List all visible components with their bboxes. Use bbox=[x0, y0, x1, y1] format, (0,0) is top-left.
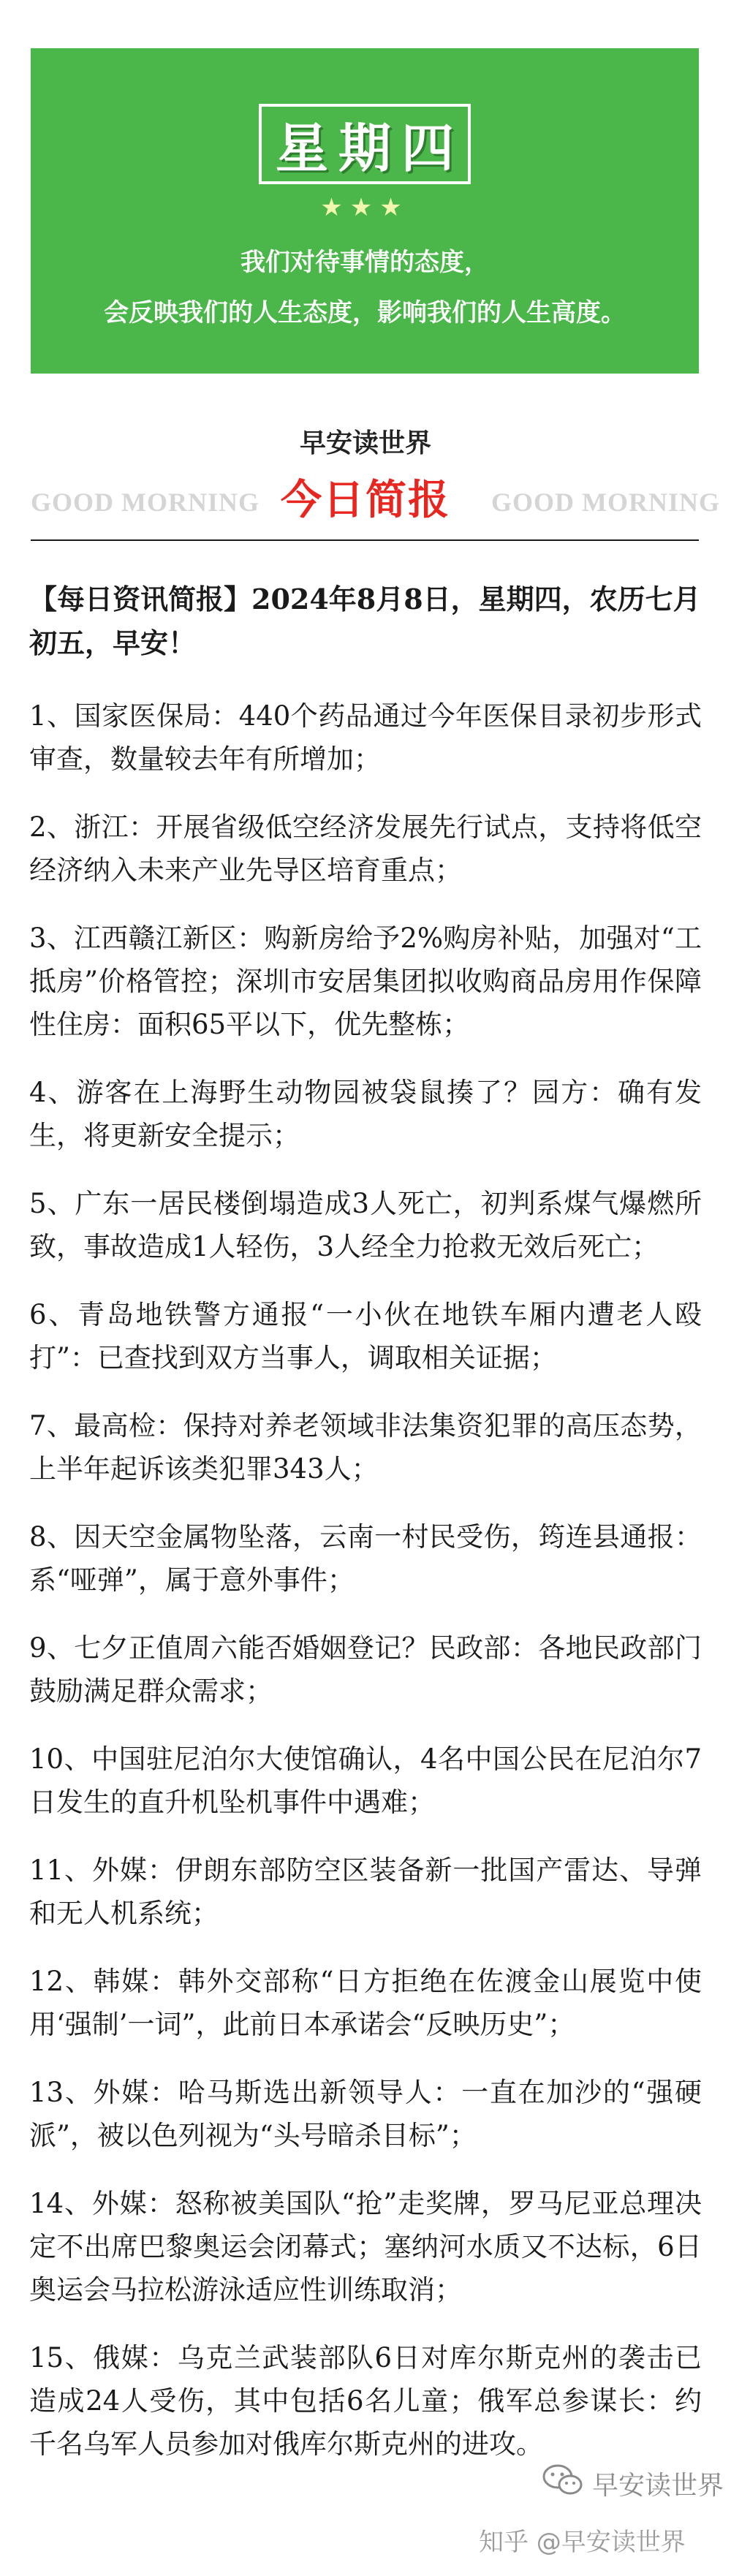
news-item: 7、最高检：保持对养老领域非法集资犯罪的高压态势，上半年起诉该类犯罪343人； bbox=[29, 1410, 702, 1485]
motto-line-2: 会反映我们的人生态度，影响我们的人生高度。 bbox=[104, 298, 626, 327]
news-item: 12、韩媒：韩外交部称“日方拒绝在佐渡金山展览中使用‘强制’一词”，此前日本承诺会“反映历史”； bbox=[29, 1966, 702, 2040]
news-item: 3、江西赣江新区：购新房给予2%购房补贴，加强对“工抵房”价格管控；深圳市安居集团拟收购商品房用作保障性住房：面积65平以下，优先整栋； bbox=[29, 923, 702, 1040]
news-item: 4、游客在上海野生动物园被袋鼠揍了？园方：确有发生，将更新安全提示； bbox=[29, 1077, 702, 1151]
good-morning-right: GOOD MORNING bbox=[491, 488, 720, 517]
zhihu-watermark: 知乎 @早安读世界 bbox=[479, 2528, 686, 2557]
news-item: 13、外媒：哈马斯选出新领导人：一直在加沙的“强硬派”，被以色列视为“头号暗杀目标”； bbox=[29, 2077, 702, 2151]
motto-line-1: 我们对待事情的态度， bbox=[240, 248, 489, 277]
weekday-title: 星期四 bbox=[275, 118, 464, 179]
wechat-icon bbox=[542, 2463, 583, 2504]
intro-paragraph: 【每日资讯简报】2024年8月8日，星期四，农历七月初五，早安！ bbox=[29, 583, 701, 659]
news-item: 1、国家医保局：440个药品通过今年医保目录初步形式审查，数量较去年有所增加； bbox=[29, 700, 702, 775]
news-item: 9、七夕正值周六能否婚姻登记？民政部：各地民政部门鼓励满足群众需求； bbox=[29, 1632, 702, 1707]
news-item: 5、广东一居民楼倒塌造成3人死亡，初判系煤气爆燃所致，事故造成1人轻伤，3人经全力抢救无效后死亡； bbox=[29, 1188, 702, 1262]
good-morning-left: GOOD MORNING bbox=[31, 488, 260, 517]
today-briefing-title: 今日简报 bbox=[281, 477, 450, 524]
wechat-account-name: 早安读世界 bbox=[592, 2471, 724, 2501]
title-divider bbox=[31, 539, 699, 541]
rating-stars: ★★★ bbox=[320, 193, 409, 222]
news-item: 15、俄媒：乌克兰武装部队6日对库尔斯克州的袭击已造成24人受伤，其中包括6名儿童；俄军总参谋长：约千名乌军人员参加对俄库尔斯克州的进攻。 bbox=[29, 2342, 702, 2460]
weekday-box bbox=[259, 104, 471, 184]
news-item: 6、青岛地铁警方通报“一小伙在地铁车厢内遭老人殴打”：已查找到双方当事人，调取相关证据； bbox=[29, 1299, 702, 1374]
brand-name: 早安读世界 bbox=[299, 428, 431, 458]
news-item: 8、因天空金属物坠落，云南一村民受伤，筠连县通报：系“哑弹”，属于意外事件； bbox=[29, 1521, 702, 1596]
news-item: 11、外媒：伊朗东部防空区装备新一批国产雷达、导弹和无人机系统； bbox=[29, 1855, 702, 1929]
header-banner bbox=[31, 48, 699, 374]
news-item: 10、中国驻尼泊尔大使馆确认，4名中国公民在尼泊尔7日发生的直升机坠机事件中遇难； bbox=[29, 1743, 702, 1818]
news-item: 2、浙江：开展省级低空经济发展先行试点，支持将低空经济纳入未来产业先导区培育重点； bbox=[29, 811, 702, 886]
wechat-watermark bbox=[542, 2463, 724, 2504]
news-item: 14、外媒：怒称被美国队“抢”走奖牌，罗马尼亚总理决定不出席巴黎奥运会闭幕式；塞纳河水质又不达标，6日奥运会马拉松游泳适应性训练取消； bbox=[29, 2188, 702, 2306]
news-content bbox=[29, 577, 702, 2490]
